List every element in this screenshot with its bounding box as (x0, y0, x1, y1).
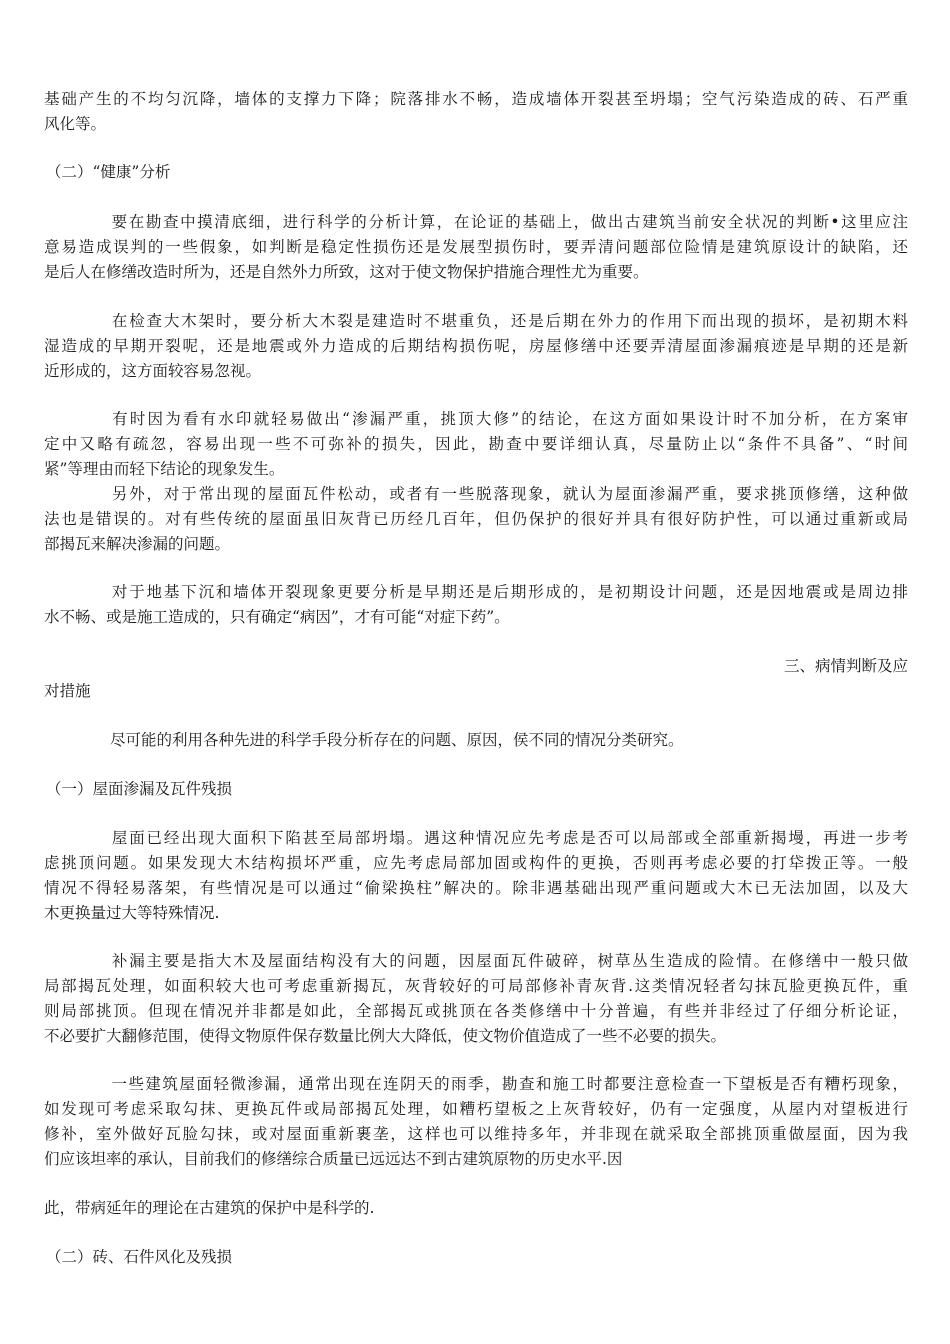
section-heading: （一）屋面渗漏及瓦件残损 (46, 780, 233, 798)
heading-section-three (44, 654, 908, 704)
text-line: 风化等。 (44, 115, 107, 133)
text-run: 另外，对于常出现的屋面瓦件松动，或者有一些脱落现象，就认为屋面渗漏严重，要求挑顶修缮，这种做 (110, 485, 908, 503)
text-line: 局部揭瓦处理，如面积较大也可考虑重新揭瓦，灰背较好的可局部修补青灰背.这类情况轻者勾抹瓦脸更换瓦件，重 (44, 977, 908, 995)
text-line (44, 949, 908, 974)
section-heading: 三、病情判断及应 (783, 657, 908, 675)
text-line: 虑挑顶问题。如果发现大木结构损坏严重，应先考虑局部加固或构件的更换，否则再考虑必要的打牮拨正等。一般 (44, 854, 908, 872)
text-line: 湿造成的早期开裂呢，还是地震或外力造成的后期结构损伤呢，房屋修缮中还要弄清屋面渗漏痕迹是早期的还是新 (44, 337, 908, 355)
text-line: 水不畅、或是施工造成的，只有确定“病因”，才有可能“对症下药”。 (44, 608, 510, 626)
section-heading: （二）砖、石件风化及残损 (46, 1248, 233, 1266)
text-line (44, 210, 908, 235)
section-heading: （二）“健康”分析 (46, 163, 171, 181)
text-line: 紧”等理由而轻下结论的现象发生。 (44, 460, 285, 478)
text-line: 木更换量过大等特殊情况. (44, 904, 220, 922)
text-line: 定中又略有疏忽，容易出现一些不可弥补的损失，因此，勘查中要详细认真，尽量防止以“条件不具备”、“时间 (44, 435, 908, 453)
text-line: 们应该坦率的承认，目前我们的修缮综合质量已远远达不到古建筑原物的历史水平.因 (44, 1150, 623, 1168)
text-line (44, 728, 908, 753)
heading-roof-leak (46, 777, 910, 802)
text-run: 一些建筑屋面轻微渗漏，通常出现在连阴天的雨季，勘查和施工时都要注意检查一下望板是否有糟朽现象， (110, 1075, 908, 1093)
text-line (44, 580, 908, 605)
text-run: 有时因为看有水印就轻易做出“渗漏严重，挑顶大修”的结论，在这方面如果设计时不加分析，在方案审 (110, 410, 908, 428)
text-run: 在检查大木架时，要分析大木裂是建造时不堪重负，还是后期在外力的作用下而出现的损坏，是初期木料 (110, 312, 908, 330)
text-run: 尽可能的利用各种先进的科学手段分析存在的问题、原因，侯不同的情况分类研究。 (110, 731, 684, 749)
paragraph-roof-collapse (44, 826, 908, 926)
heading-brick-stone (46, 1245, 910, 1270)
paragraph-settlement (44, 580, 908, 630)
paragraph-survey (44, 210, 908, 285)
text-run: 补漏主要是指大木及屋面结构没有大的问题，因屋面瓦件破碎，树草丛生造成的险情。在修缮中一般只做 (110, 952, 908, 970)
text-line (44, 1072, 908, 1097)
text-run: 屋面已经出现大面积下陷甚至局部坍塌。遇这种情况应先考虑是否可以局部或全部重新揭墁，再进一步考 (110, 829, 908, 847)
text-line (44, 482, 908, 507)
paragraph-loose-tiles (44, 482, 908, 557)
text-line: 是后人在修缮改造时所为，还是自然外力所致，这对于使文物保护措施合理性尤为重要。 (44, 263, 649, 281)
text-line (44, 309, 908, 334)
text-line: 意易造成误判的一些假象，如判断是稳定性损伤还是发展型损伤时，要弄清问题部位险情是建筑原设计的缺陷，还 (44, 238, 908, 256)
text-line: 基础产生的不均匀沉降，墙体的支撑力下降；院落排水不畅，造成墙体开裂甚至坍塌；空气污染造成的砖、石严重 (44, 90, 908, 108)
text-run: 对于地基下沉和墙体开裂现象更要分析是早期还是后期形成的，是初期设计问题，还是因地震或是周边排 (110, 583, 908, 601)
text-line: 近形成的，这方面较容易忽视。 (44, 362, 262, 380)
paragraph-methods (44, 728, 908, 753)
heading-health-analysis (46, 160, 910, 185)
text-line: 修补，室外做好瓦脸勾抹，或对屋面重新裹垄，这样也可以维持多年，并非现在就采取全部挑顶重做屋面，因为我 (44, 1125, 908, 1143)
text-line (44, 407, 908, 432)
text-line (44, 826, 908, 851)
text-line: 情况不得轻易落架，有些情况是可以通过“偷梁换柱”解决的。除非遇基础出现严重问题或大木已无法加固，以及大 (44, 879, 908, 897)
text-line: 部揭瓦来解决渗漏的问题。 (44, 535, 231, 553)
text-line: 此，带病延年的理论在古建筑的保护中是科学的. (44, 1199, 375, 1217)
paragraph-slight-leak (44, 1072, 908, 1172)
paragraph-timber-frame (44, 309, 908, 384)
paragraph-patching (44, 949, 908, 1049)
paragraph-conclusion (44, 1196, 908, 1221)
text-line: 法也是错误的。对有些传统的屋面虽旧灰背已历经几百年，但仍保护的很好并具有很好防护性，可以通过重新或局 (44, 510, 908, 528)
text-line: 不必要扩大翻修范围，使得文物原件保存数量比例大大降低，使文物价值造成了一些不必要的损失。 (44, 1027, 727, 1045)
paragraph-foundation-continued (44, 87, 908, 137)
text-line: 如发现可考虑采取勾抹、更换瓦件或局部揭瓦处理，如糟朽望板之上灰背较好，仍有一定强度，从屋内对望板进行 (44, 1100, 908, 1118)
section-heading-continued: 对措施 (44, 682, 91, 700)
paragraph-water-marks (44, 407, 908, 482)
text-line: 则局部挑顶。但现在情况并非都是如此，全部揭瓦或挑顶在各类修缮中十分普遍，有些并非经过了仔细分析论证， (44, 1002, 908, 1020)
text-run: 要在勘查中摸清底细，进行科学的分析计算，在论证的基础上，做出古建筑当前安全状况的判断•这里应注 (110, 213, 908, 231)
